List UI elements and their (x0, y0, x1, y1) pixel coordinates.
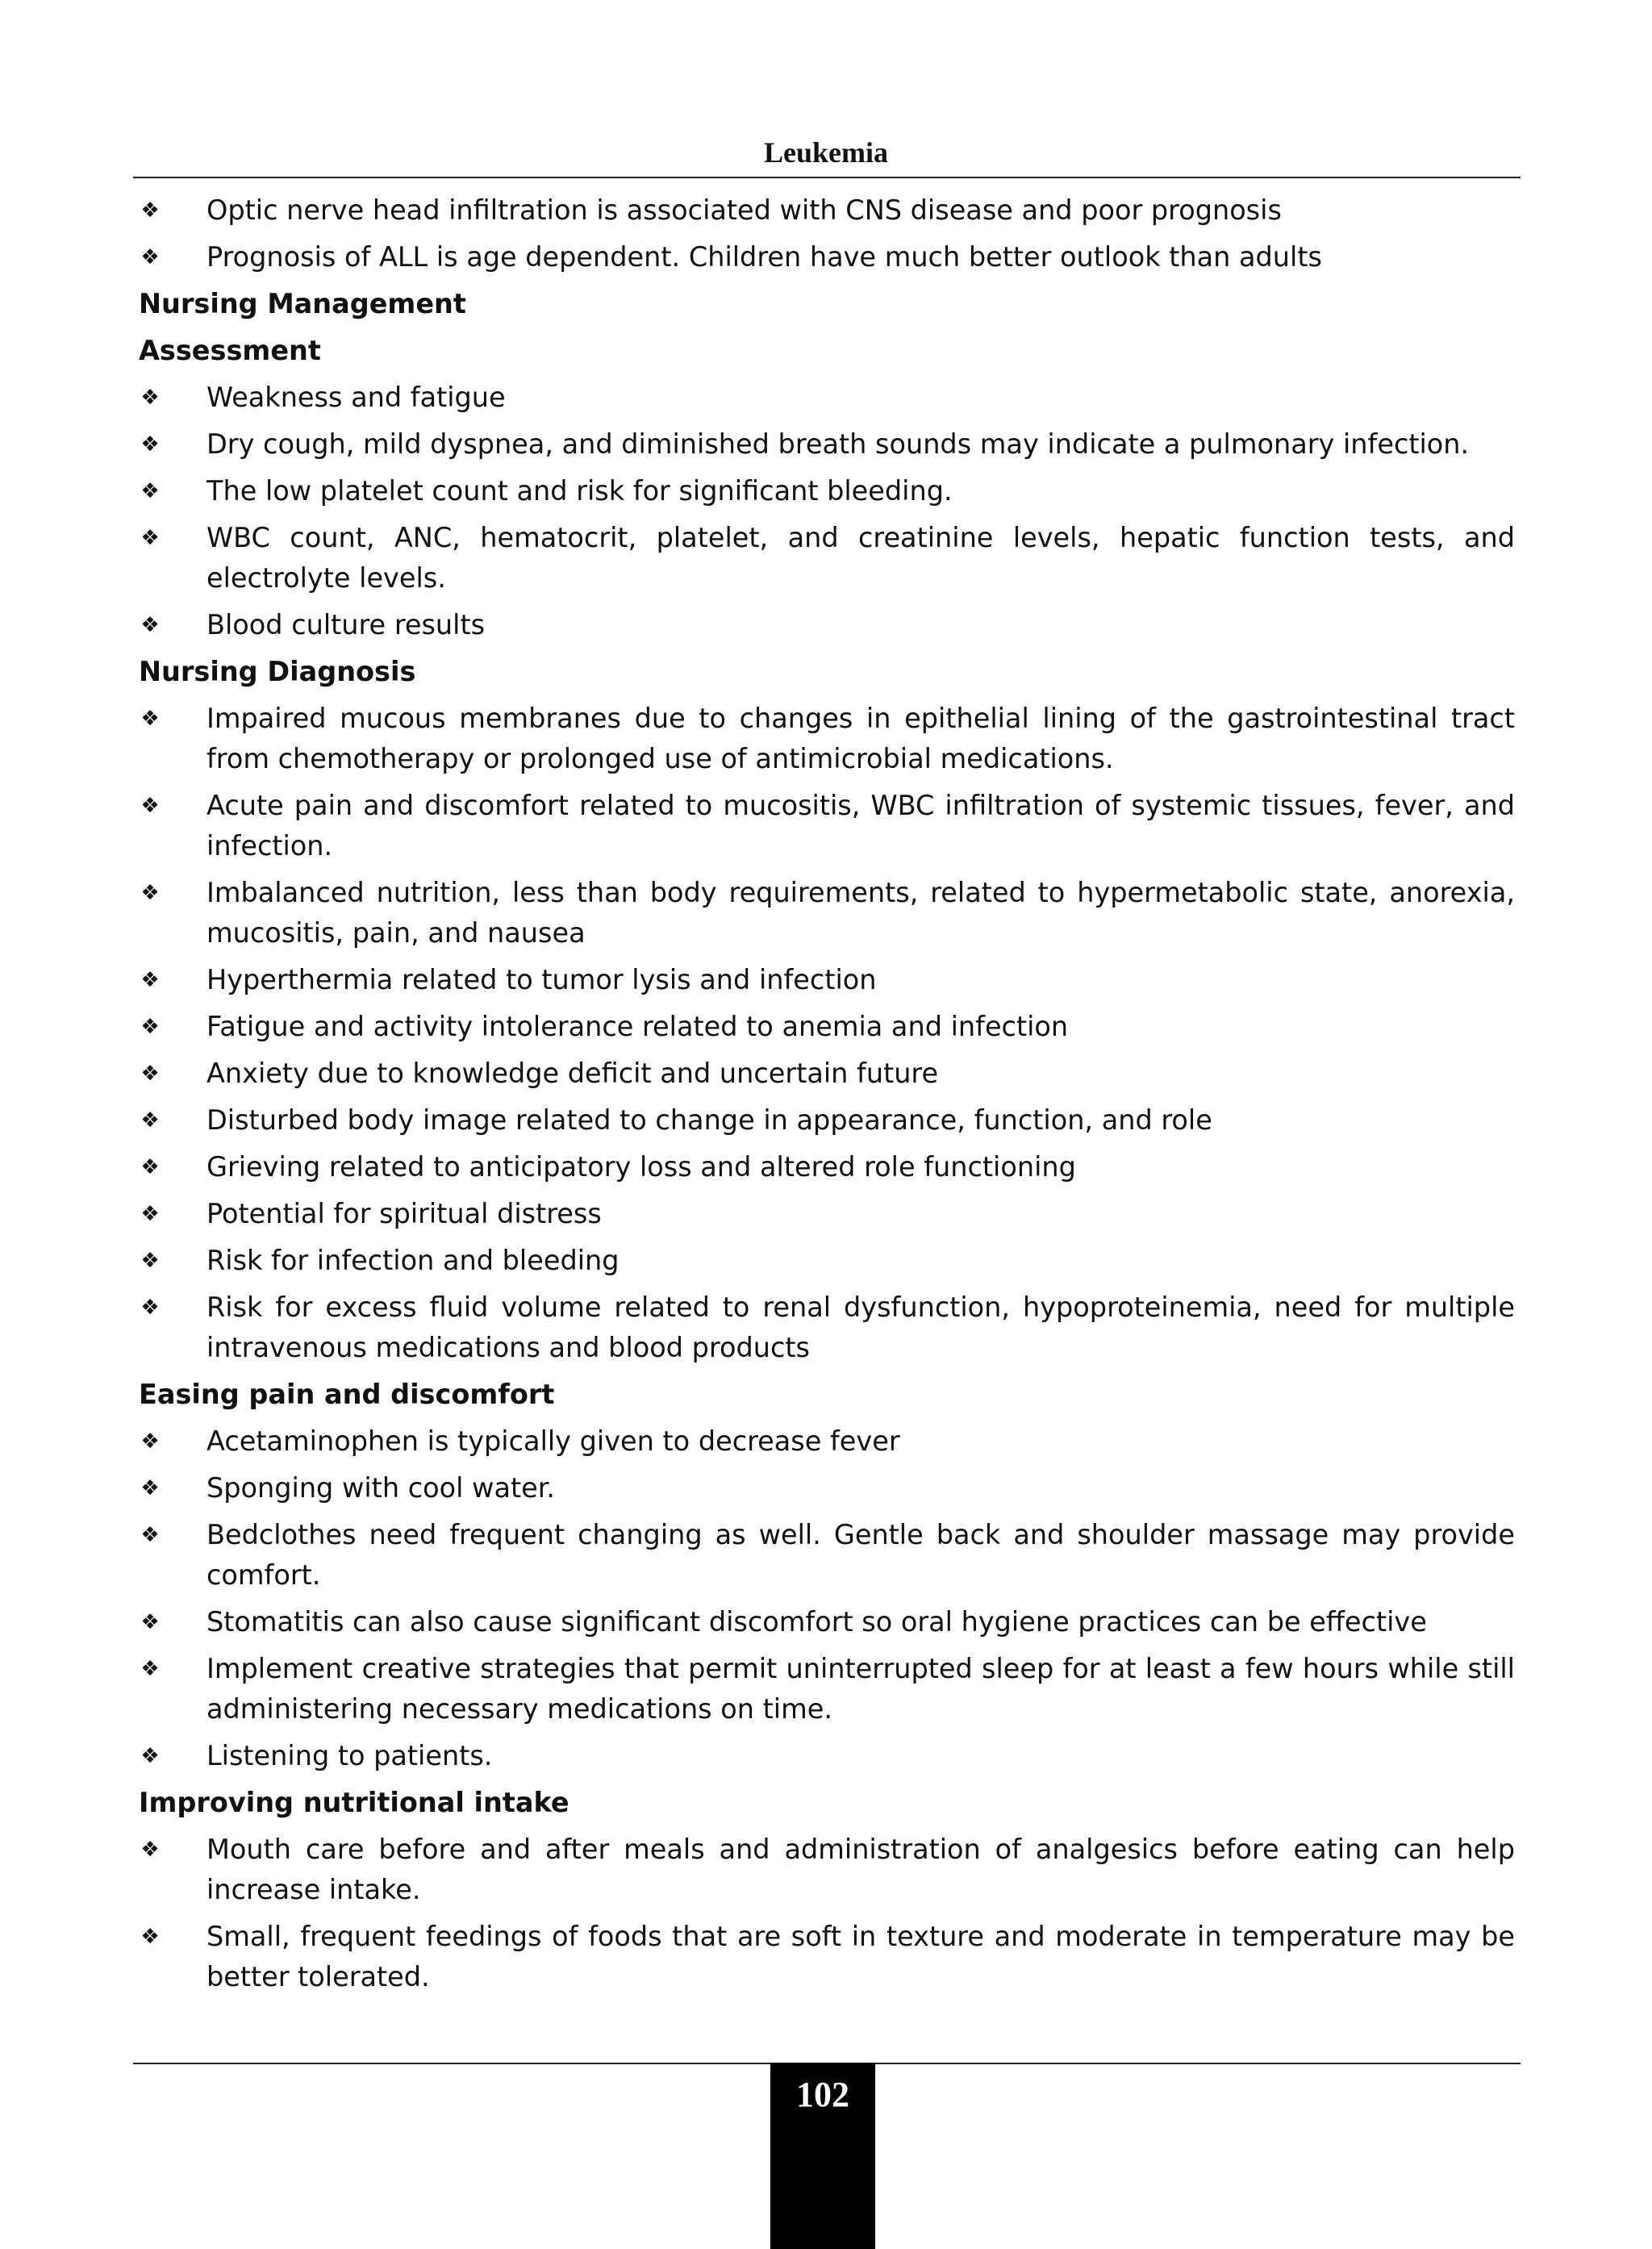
bullet-text: The low platelet count and risk for significant bleeding. (206, 475, 953, 507)
bullet-item (139, 1515, 1515, 1596)
bullet-diamond-icon: ❖ (140, 1476, 160, 1500)
bullet-diamond-icon: ❖ (140, 1015, 160, 1039)
bullet-text: Prognosis of ALL is age dependent. Children have much better outlook than adults (206, 241, 1322, 273)
bullet-item (139, 1649, 1515, 1730)
bullet-item (139, 699, 1515, 779)
bullet-item (139, 1147, 1515, 1187)
bullet-item (139, 1468, 1515, 1508)
bullet-text: Acetaminophen is typically given to decrease fever (206, 1425, 900, 1457)
section-heading: Nursing Management (139, 288, 466, 319)
bullet-diamond-icon: ❖ (140, 245, 160, 269)
page-header-title: Leukemia (763, 136, 888, 169)
bullet-item (139, 1241, 1515, 1281)
bullet-text: Hyperthermia related to tumor lysis and infection (206, 964, 877, 995)
bullet-item (139, 1287, 1515, 1368)
bullet-diamond-icon: ❖ (140, 1202, 160, 1226)
bullet-diamond-icon: ❖ (140, 968, 160, 992)
bullet-diamond-icon: ❖ (140, 198, 160, 223)
bullet-item (139, 1054, 1515, 1094)
bullet-text: Grieving related to anticipatory loss and altered role functioning (206, 1151, 1076, 1183)
bullet-diamond-icon: ❖ (140, 1429, 160, 1454)
page-number: 102 (796, 2075, 849, 2114)
bullet-text: Mouth care before and after meals and administration of analgesics before eating can help increase intake. (206, 1834, 1515, 1905)
bullet-text: Sponging with cool water. (206, 1472, 556, 1504)
bullet-diamond-icon: ❖ (140, 613, 160, 637)
bullet-text: Weakness and fatigue (206, 382, 506, 413)
bullet-text: Acute pain and discomfort related to mucositis, WBC infiltration of systemic tissues, fever, and infection. (206, 790, 1515, 862)
section-heading: Assessment (139, 335, 321, 366)
bullet-item (139, 1736, 1515, 1776)
bullet-text: Implement creative strategies that permit uninterrupted sleep for at least a few hours while still administering necessary medications on time. (206, 1653, 1515, 1725)
bullet-text: Stomatitis can also cause significant discomfort so oral hygiene practices can be effective (206, 1606, 1427, 1638)
bullet-item (139, 1100, 1515, 1141)
bullet-text: WBC count, ANC, hematocrit, platelet, and creatinine levels, hepatic function tests, and electrolyte levels. (206, 522, 1515, 594)
bullet-item (139, 873, 1515, 953)
bullet-text: Risk for excess fluid volume related to renal dysfunction, hypoproteinemia, need for multiple intravenous medications and blood products (206, 1291, 1515, 1363)
bullet-item (139, 1007, 1515, 1047)
page-number-box (770, 2063, 875, 2249)
bullet-text: Impaired mucous membranes due to changes in epithelial lining of the gastrointestinal tract from chemotherapy or prolonged use of antimicrobial medications. (206, 703, 1515, 774)
bullet-text: Anxiety due to knowledge deficit and uncertain future (206, 1058, 939, 1089)
bullet-text: Disturbed body image related to change in appearance, function, and role (206, 1104, 1212, 1136)
bullet-item (139, 190, 1515, 231)
bullet-diamond-icon: ❖ (140, 1838, 160, 1862)
bullet-text: Listening to patients. (206, 1740, 493, 1771)
bullet-item (139, 471, 1515, 511)
bullet-item (139, 1830, 1515, 1910)
bullet-text: Risk for infection and bleeding (206, 1245, 620, 1276)
bullet-item (139, 237, 1515, 277)
bullet-item (139, 605, 1515, 645)
bullet-diamond-icon: ❖ (140, 881, 160, 905)
bullet-diamond-icon: ❖ (140, 1062, 160, 1086)
bullet-item (139, 1917, 1515, 1997)
bullet-text: Imbalanced nutrition, less than body requirements, related to hypermetabolic state, anorexia, mucositis, pain, and nausea (206, 877, 1515, 949)
bullet-diamond-icon: ❖ (140, 1925, 160, 1949)
bullet-item (139, 1194, 1515, 1234)
header-rule (133, 177, 1521, 178)
section-heading: Improving nutritional intake (139, 1787, 569, 1818)
bullet-diamond-icon: ❖ (140, 1744, 160, 1768)
bullet-diamond-icon: ❖ (140, 432, 160, 457)
bullet-item (139, 1602, 1515, 1642)
bullet-diamond-icon: ❖ (140, 1155, 160, 1179)
bullet-diamond-icon: ❖ (140, 1296, 160, 1320)
bullet-item (139, 786, 1515, 866)
bullet-diamond-icon: ❖ (140, 479, 160, 503)
bullet-text: Small, frequent feedings of foods that are soft in texture and moderate in temperature may be better tolerated. (206, 1921, 1515, 1992)
page-content (139, 190, 1515, 2004)
bullet-item (139, 518, 1515, 599)
bullet-text: Dry cough, mild dyspnea, and diminished breath sounds may indicate a pulmonary infection. (206, 428, 1470, 460)
bullet-text: Optic nerve head infiltration is associated with CNS disease and poor prognosis (206, 194, 1282, 226)
section-heading: Easing pain and discomfort (139, 1379, 555, 1410)
bullet-diamond-icon: ❖ (140, 1610, 160, 1634)
bullet-diamond-icon: ❖ (140, 794, 160, 818)
bullet-item (139, 1421, 1515, 1462)
bullet-item (139, 960, 1515, 1000)
bullet-text: Blood culture results (206, 609, 486, 640)
bullet-text: Fatigue and activity intolerance related to anemia and infection (206, 1011, 1069, 1042)
bullet-text: Potential for spiritual distress (206, 1198, 602, 1229)
bullet-item (139, 378, 1515, 418)
bullet-diamond-icon: ❖ (140, 526, 160, 550)
bullet-diamond-icon: ❖ (140, 1523, 160, 1547)
bullet-diamond-icon: ❖ (140, 1249, 160, 1273)
bullet-item (139, 424, 1515, 465)
bullet-diamond-icon: ❖ (140, 707, 160, 731)
bullet-text: Bedclothes need frequent changing as well. Gentle back and shoulder massage may provide comfort. (206, 1519, 1515, 1591)
bullet-diamond-icon: ❖ (140, 1657, 160, 1681)
bullet-diamond-icon: ❖ (140, 1108, 160, 1133)
bullet-diamond-icon: ❖ (140, 386, 160, 410)
section-heading: Nursing Diagnosis (139, 656, 416, 687)
